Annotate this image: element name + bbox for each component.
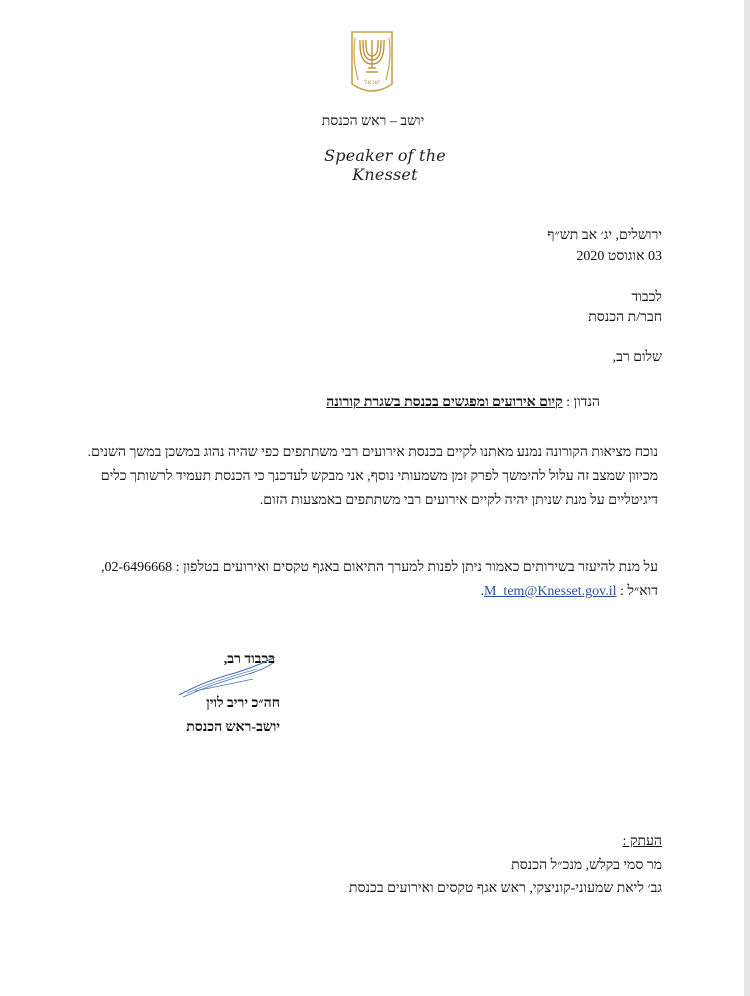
cc-recipient: מר סמי בקלש, מנכ״ל הכנסת [511,858,662,873]
subject-prefix: הנדון : [566,395,600,410]
greeting: שלום רב, [612,350,662,365]
signature-name: חה״כ יריב לוין [206,696,280,711]
emblem-inscription: ישראל [363,79,381,86]
handwritten-signature-icon [175,655,280,700]
body-paragraph-2 [78,556,658,604]
addressee-line1: לכבוד [631,290,662,305]
subject-line [100,395,600,411]
subject-text: קיום אירועים ומפגשים בכנסת בשגרת קורונה [326,395,563,410]
signature-title: יושב-ראש הכנסת [186,720,280,735]
signature-closing: בכבוד רב, [223,652,275,667]
date-gregorian: 03 אוגוסט 2020 [576,249,662,264]
cc-heading: העתק : [622,834,662,849]
letterhead-title-english: Speaker of the Knesset [324,146,446,184]
email-link[interactable]: M_tem@Knesset.gov.il [483,584,617,599]
addressee-line2: חבר/ת הכנסת [588,310,662,325]
body-paragraph-1: נוכח מציאות הקורונה נמנע מאתנו לקיים בכנסת אירועים רבי משתתפים כפי שהיה נהוג במשכן במשך השנים. מכיוון שמצב זה עלול להימשך לפרק זמן משמעותי נוסף, אני מבקש לעדכנך כי הכנסת תעמיד לרשותך כלים דיגיטליים על מנת שניתן יהיה לקיים אירועים רבי משתתפים באמצעות הזום. [87,445,658,508]
state-emblem-icon [348,28,396,98]
date-hebrew: ירושלים, יג׳ אב תש״ף [547,228,662,243]
cc-recipient: גב׳ ליאת שמעוני-קוניצקי, ראש אגף טקסים ואירועים בכנסת [348,881,662,896]
body-paragraph-2-end: . [480,584,484,599]
body-paragraph-2-text: על מנת להיעזר בשירותים כאמור ניתן לפנות למערך התיאום באגף טקסים ואירועים בטלפון : 02-6496668, דוא״ל : [100,560,658,599]
page-edge [744,0,750,996]
letterhead-title-hebrew: יושב – ראש הכנסת [321,114,425,129]
